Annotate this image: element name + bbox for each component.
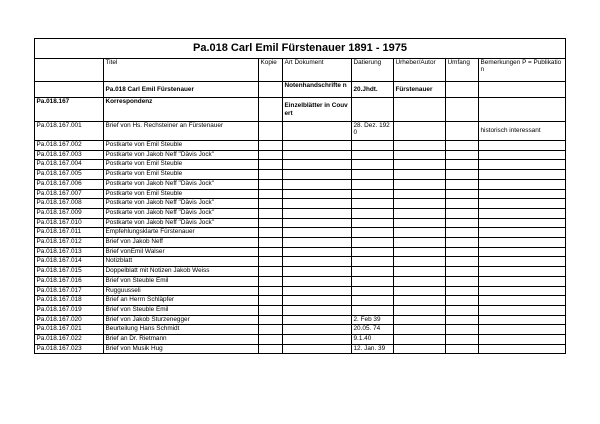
row-kopie [259,199,283,209]
row-datierung [352,257,394,267]
row-kopie [259,122,283,141]
table-row [35,208,566,218]
table-row [35,267,566,277]
table-row [35,179,566,189]
row-bemerkungen [479,218,566,228]
collection-datierung: 20.Jhdt. [352,82,394,98]
row-kopie [259,286,283,296]
collection-signatur [35,82,104,98]
header-art-dokument: Art Dokument [283,59,352,82]
row-umfang [446,208,479,218]
row-datierung [352,247,394,257]
row-umfang [446,325,479,335]
row-bemerkungen [479,160,566,170]
row-bemerkungen [479,344,566,354]
row-kopie [259,170,283,180]
row-titel: Postkarte von Jakob Neff "Dävis Jock" [104,199,259,209]
header-kopie: Kopie [259,59,283,82]
row-signatur: Pa.018.167.015 [35,267,104,277]
row-signatur: Pa.018.167.013 [35,247,104,257]
row-art [283,344,352,354]
row-signatur: Pa.018.167.018 [35,296,104,306]
row-datierung [352,218,394,228]
section-kopie [259,98,283,122]
title-row [35,39,566,59]
row-datierung [352,170,394,180]
row-art [283,238,352,248]
row-signatur: Pa.018.167.002 [35,141,104,151]
row-bemerkungen [479,150,566,160]
row-kopie [259,344,283,354]
row-bemerkungen [479,305,566,315]
row-bemerkungen [479,335,566,345]
row-art [283,150,352,160]
row-urheber [394,122,446,141]
table-row [35,276,566,286]
row-art [283,276,352,286]
row-umfang [446,199,479,209]
row-titel: Postkarte von Jakob Neff "Dävis Jock" [104,218,259,228]
row-urheber [394,335,446,345]
row-signatur: Pa.018.167.005 [35,170,104,180]
row-urheber [394,315,446,325]
row-kopie [259,238,283,248]
table-row [35,305,566,315]
row-umfang [446,286,479,296]
row-urheber [394,189,446,199]
row-datierung [352,238,394,248]
table-row [35,238,566,248]
row-kopie [259,160,283,170]
inventory-table [34,38,566,354]
row-kopie [259,228,283,238]
row-kopie [259,315,283,325]
row-kopie [259,208,283,218]
row-datierung: 9.1.40 [352,335,394,345]
row-umfang [446,150,479,160]
row-signatur: Pa.018.167.003 [35,150,104,160]
row-signatur: Pa.018.167.007 [35,189,104,199]
row-bemerkungen [479,179,566,189]
row-art [283,315,352,325]
table-row [35,228,566,238]
row-signatur: Pa.018.167.021 [35,325,104,335]
row-titel: Brief an Herrn Schläpfer [104,296,259,306]
row-datierung: 28. Dez. 1920 [352,122,394,141]
row-titel: Doppelblatt mit Notizen Jakob Weiss [104,267,259,277]
row-art [283,325,352,335]
row-bemerkungen [479,141,566,151]
row-titel: Brief von Musik Hug [104,344,259,354]
row-titel: Postkarte von Emil Steuble [104,170,259,180]
row-art [283,247,352,257]
row-titel: Brief an Dr. Rietmann [104,335,259,345]
row-titel: Postkarte von Emil Steuble [104,141,259,151]
row-urheber [394,325,446,335]
row-umfang [446,179,479,189]
row-datierung [352,296,394,306]
row-datierung: 2. Feb 39 [352,315,394,325]
table-row [35,296,566,306]
row-signatur: Pa.018.167.020 [35,315,104,325]
row-art [283,189,352,199]
row-signatur: Pa.018.167.023 [35,344,104,354]
row-titel: Postkarte von Jakob Neff "Dävis Jock" [104,150,259,160]
header-urheber: Urheber/Autor [394,59,446,82]
row-bemerkungen [479,170,566,180]
row-datierung [352,179,394,189]
row-art [283,208,352,218]
row-urheber [394,305,446,315]
row-titel: Postkarte von Jakob Neff "Dävis Jock" [104,208,259,218]
row-umfang [446,267,479,277]
row-urheber [394,238,446,248]
section-bemerkungen [479,98,566,122]
row-umfang [446,189,479,199]
row-umfang [446,238,479,248]
header-signatur [35,59,104,82]
row-art [283,160,352,170]
row-art [283,141,352,151]
row-umfang [446,247,479,257]
row-titel: Notizblatt [104,257,259,267]
header-umfang: Umfang [446,59,479,82]
row-urheber [394,286,446,296]
collection-art: Notenhandschrifte n [283,82,352,98]
section-row [35,98,566,122]
row-bemerkungen [479,199,566,209]
row-kopie [259,276,283,286]
table-row [35,199,566,209]
row-umfang [446,228,479,238]
row-bemerkungen [479,257,566,267]
table-row [35,122,566,141]
row-urheber [394,208,446,218]
row-bemerkungen [479,228,566,238]
row-titel: Brief von Hs. Rechsteiner an Fürstenauer [104,122,259,141]
section-titel: Korrespondenz [104,98,259,122]
row-art [283,257,352,267]
row-signatur: Pa.018.167.004 [35,160,104,170]
row-kopie [259,189,283,199]
row-art [283,170,352,180]
row-kopie [259,141,283,151]
section-signatur: Pa.018.167 [35,98,104,122]
row-kopie [259,150,283,160]
row-titel: Brief von Jakob Neff [104,238,259,248]
row-titel: Postkarte von Emil Steuble [104,160,259,170]
row-kopie [259,335,283,345]
row-kopie [259,179,283,189]
row-kopie [259,325,283,335]
row-titel: Empfehlungsklarte Fürstenauer [104,228,259,238]
header-bemerkungen: Bemerkungen P = Publikation [479,59,566,82]
row-signatur: Pa.018.167.014 [35,257,104,267]
row-signatur: Pa.018.167.010 [35,218,104,228]
row-titel: Brief vonEmil Walser [104,247,259,257]
row-bemerkungen [479,247,566,257]
row-urheber [394,257,446,267]
section-art: Einzelblätter in Couvert [283,98,352,122]
row-art [283,199,352,209]
row-umfang [446,141,479,151]
row-datierung [352,267,394,277]
row-urheber [394,150,446,160]
row-datierung [352,208,394,218]
table-row [35,257,566,267]
row-titel: Beurteilung Hans Schmidt [104,325,259,335]
row-datierung [352,305,394,315]
row-umfang [446,276,479,286]
row-umfang [446,315,479,325]
row-bemerkungen [479,315,566,325]
row-titel: Postkarte von Emil Steuble [104,189,259,199]
row-datierung [352,189,394,199]
row-datierung [352,276,394,286]
table-row [35,218,566,228]
row-datierung: 20.05. 74 [352,325,394,335]
row-signatur: Pa.018.167.011 [35,228,104,238]
row-art [283,122,352,141]
collection-titel: Pa.018 Carl Emil Fürstenauer [104,82,259,98]
table-row [35,150,566,160]
row-urheber [394,228,446,238]
row-signatur: Pa.018.167.006 [35,179,104,189]
header-titel: Titel [104,59,259,82]
row-bemerkungen [479,296,566,306]
row-datierung [352,150,394,160]
table-row [35,247,566,257]
row-art [283,218,352,228]
row-urheber [394,179,446,189]
table-row [35,315,566,325]
row-urheber [394,267,446,277]
row-kopie [259,267,283,277]
row-signatur: Pa.018.167.001 [35,122,104,141]
row-signatur: Pa.018.167.008 [35,199,104,209]
row-art [283,335,352,345]
row-bemerkungen: historisch interessant [479,122,566,141]
row-umfang [446,160,479,170]
row-umfang [446,257,479,267]
row-signatur: Pa.018.167.019 [35,305,104,315]
row-art [283,286,352,296]
row-signatur: Pa.018.167.016 [35,276,104,286]
row-urheber [394,276,446,286]
row-datierung [352,228,394,238]
table-row [35,189,566,199]
section-urheber [394,98,446,122]
row-datierung [352,160,394,170]
header-row [35,59,566,82]
row-datierung [352,286,394,296]
row-urheber [394,170,446,180]
row-urheber [394,141,446,151]
header-datierung: Datierung [352,59,394,82]
row-urheber [394,344,446,354]
collection-kopie [259,82,283,98]
table-row [35,160,566,170]
row-urheber [394,160,446,170]
row-kopie [259,247,283,257]
row-art [283,305,352,315]
row-kopie [259,218,283,228]
row-umfang [446,335,479,345]
collection-umfang [446,82,479,98]
row-art [283,228,352,238]
row-umfang [446,344,479,354]
archive-inventory-sheet [34,38,565,354]
table-row [35,335,566,345]
row-titel: Brief von Jakob Sturzenegger [104,315,259,325]
row-signatur: Pa.018.167.017 [35,286,104,296]
collection-row [35,82,566,98]
row-urheber [394,247,446,257]
row-titel: Brief von Steuble Emil [104,276,259,286]
table-row [35,170,566,180]
row-umfang [446,218,479,228]
row-umfang [446,296,479,306]
collection-bemerkungen [479,82,566,98]
row-art [283,296,352,306]
row-bemerkungen [479,267,566,277]
row-art [283,179,352,189]
row-umfang [446,305,479,315]
row-titel: Postkarte von Jakob Neff "Dävis Jock" [104,179,259,189]
row-signatur: Pa.018.167.022 [35,335,104,345]
row-umfang [446,122,479,141]
table-row [35,344,566,354]
table-row [35,141,566,151]
row-signatur: Pa.018.167.012 [35,238,104,248]
section-datierung [352,98,394,122]
row-datierung [352,199,394,209]
row-bemerkungen [479,208,566,218]
row-kopie [259,257,283,267]
row-bemerkungen [479,325,566,335]
row-datierung: 12. Jan. 39 [352,344,394,354]
row-bemerkungen [479,238,566,248]
row-bemerkungen [479,189,566,199]
row-datierung [352,141,394,151]
table-row [35,286,566,296]
row-urheber [394,199,446,209]
row-titel: Brief von Steuble Emil [104,305,259,315]
row-umfang [446,170,479,180]
row-urheber [394,296,446,306]
table-row [35,325,566,335]
collection-urheber: Fürstenauer [394,82,446,98]
row-bemerkungen [479,276,566,286]
row-titel: Rugguusseli [104,286,259,296]
row-urheber [394,218,446,228]
row-kopie [259,296,283,306]
row-signatur: Pa.018.167.009 [35,208,104,218]
row-bemerkungen [479,286,566,296]
row-art [283,267,352,277]
section-umfang [446,98,479,122]
document-title: Pa.018 Carl Emil Fürstenauer 1891 - 1975 [35,39,566,59]
row-kopie [259,305,283,315]
